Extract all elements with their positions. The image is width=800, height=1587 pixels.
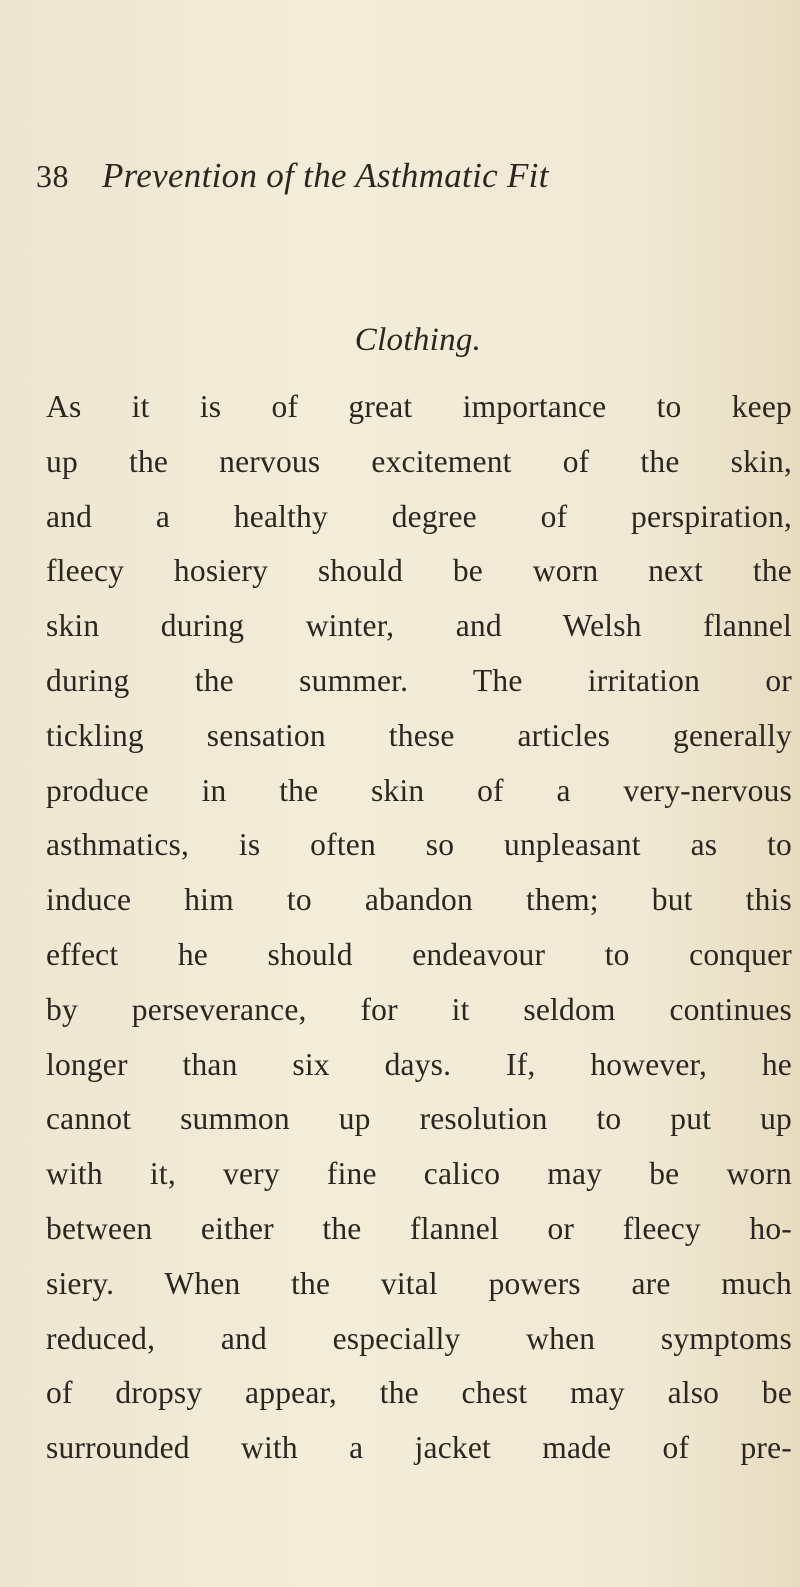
text-line: by perseverance, for it seldom continues <box>46 991 792 1027</box>
text-line: cannot summon up resolution to put up <box>46 1101 792 1137</box>
body-text <box>46 380 792 1476</box>
text-line: siery. When the vital powers are much <box>46 1265 792 1301</box>
text-line: between either the flannel or fleecy ho- <box>46 1210 792 1246</box>
text-line: produce in the skin of a very-nervous <box>46 772 792 808</box>
text-line: during the summer. The irritation or <box>46 662 792 698</box>
text-line: reduced, and especially when symptoms <box>46 1320 792 1356</box>
text-line: surrounded with a jacket made of pre- <box>46 1430 792 1466</box>
text-line: up the nervous excitement of the skin, <box>46 443 792 479</box>
running-title: Prevention of the Asthmatic Fit <box>102 156 549 195</box>
section-heading: Clothing. <box>354 322 482 358</box>
text-line: fleecy hosiery should be worn next the <box>46 553 792 589</box>
text-line: skin during winter, and Welsh flannel <box>46 608 792 644</box>
text-line: tickling sensation these articles generally <box>46 717 792 753</box>
text-line: with it, very fine calico may be worn <box>46 1156 792 1192</box>
text-line: of dropsy appear, the chest may also be <box>46 1375 792 1411</box>
text-line: effect he should endeavour to conquer <box>46 936 792 972</box>
page-number: 38 <box>36 158 69 194</box>
running-head <box>36 156 760 196</box>
text-line: asthmatics, is often so unpleasant as to <box>46 827 792 863</box>
text-line: induce him to abandon them; but this <box>46 882 792 918</box>
text-line: As it is of great importance to keep <box>46 389 792 424</box>
text-line: and a healthy degree of perspiration, <box>46 498 792 534</box>
text-line: longer than six days. If, however, he <box>46 1046 792 1082</box>
